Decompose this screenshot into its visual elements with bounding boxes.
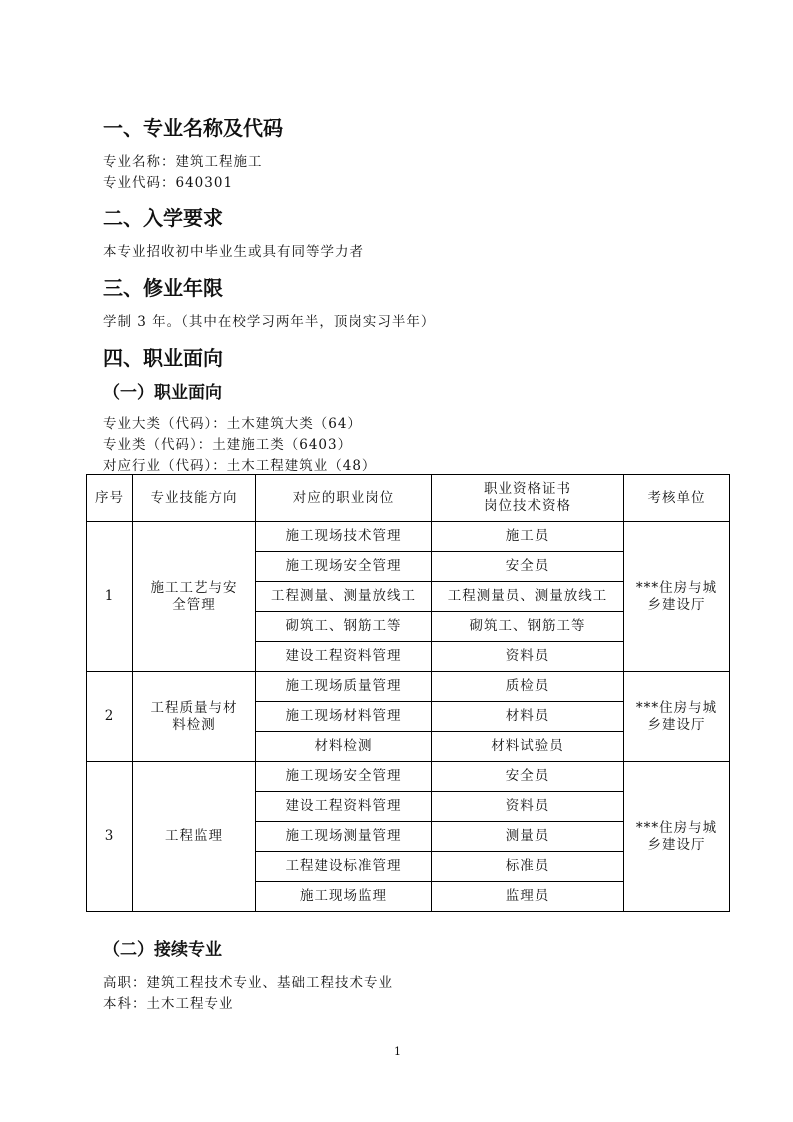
- unit-cell: ***住房与城乡建设厅: [624, 762, 730, 912]
- header-cell: 序号: [87, 475, 133, 522]
- qualification-cell: 资料员: [432, 792, 624, 822]
- position-cell: 施工现场安全管理: [256, 762, 432, 792]
- position-cell: 建设工程资料管理: [256, 792, 432, 822]
- category-line: 专业类（代码）：土建施工类（6403）: [103, 437, 353, 453]
- category-line: 专业大类（代码）：土木建筑大类（64）: [103, 416, 362, 432]
- table-row: [87, 762, 730, 792]
- position-cell: 施工现场监理: [256, 882, 432, 912]
- qualification-cell: 材料试验员: [432, 732, 624, 762]
- position-cell: 砌筑工、钢筋工等: [256, 612, 432, 642]
- position-cell: 施工现场材料管理: [256, 702, 432, 732]
- qualification-cell: 监理员: [432, 882, 624, 912]
- continuation-line: 本科：土木工程专业: [103, 996, 234, 1012]
- direction-cell: 施工工艺与安全管理: [133, 522, 256, 672]
- qualification-cell: 安全员: [432, 552, 624, 582]
- qualification-cell: 工程测量员、测量放线工: [432, 582, 624, 612]
- header-cell: 对应的职业岗位: [256, 475, 432, 522]
- career-table: [86, 474, 730, 912]
- duration-text: 学制 3 年。（其中在校学习两年半，顶岗实习半年）: [103, 314, 436, 330]
- position-cell: 施工现场质量管理: [256, 672, 432, 702]
- position-cell: 施工现场安全管理: [256, 552, 432, 582]
- category-line: 对应行业（代码）：土木工程建筑业（48）: [103, 458, 377, 474]
- table-row: [87, 522, 730, 552]
- seq-cell: 1: [87, 522, 133, 672]
- direction-cell: 工程监理: [133, 762, 256, 912]
- subheading-career: （一）职业面向: [103, 383, 222, 403]
- position-cell: 工程建设标准管理: [256, 852, 432, 882]
- header-cell: 考核单位: [624, 475, 730, 522]
- heading-major: 一、专业名称及代码: [103, 116, 283, 140]
- heading-duration: 三、修业年限: [103, 276, 223, 300]
- heading-admission: 二、入学要求: [103, 206, 223, 230]
- qualification-cell: 材料员: [432, 702, 624, 732]
- position-cell: 工程测量、测量放线工: [256, 582, 432, 612]
- header-cell: 职业资格证书 岗位技术资格: [432, 475, 624, 522]
- seq-cell: 2: [87, 672, 133, 762]
- qualification-cell: 测量员: [432, 822, 624, 852]
- position-cell: 施工现场测量管理: [256, 822, 432, 852]
- qualification-cell: 标准员: [432, 852, 624, 882]
- admission-text: 本专业招收初中毕业生或具有同等学力者: [103, 244, 364, 260]
- table-row: [87, 672, 730, 702]
- continuation-line: 高职：建筑工程技术专业、基础工程技术专业: [103, 975, 393, 991]
- unit-cell: ***住房与城乡建设厅: [624, 522, 730, 672]
- direction-cell: 工程质量与材料检测: [133, 672, 256, 762]
- qualification-cell: 质检员: [432, 672, 624, 702]
- subheading-continuation: （二）接续专业: [103, 940, 222, 960]
- qualification-cell: 资料员: [432, 642, 624, 672]
- qualification-cell: 施工员: [432, 522, 624, 552]
- qualification-cell: 砌筑工、钢筋工等: [432, 612, 624, 642]
- qualification-cell: 安全员: [432, 762, 624, 792]
- major-code: 专业代码：640301: [103, 175, 234, 191]
- major-name: 专业名称：建筑工程施工: [103, 154, 263, 170]
- seq-cell: 3: [87, 762, 133, 912]
- page-number: 1: [394, 1045, 401, 1058]
- unit-cell: ***住房与城乡建设厅: [624, 672, 730, 762]
- header-cell: 专业技能方向: [133, 475, 256, 522]
- position-cell: 建设工程资料管理: [256, 642, 432, 672]
- position-cell: 材料检测: [256, 732, 432, 762]
- position-cell: 施工现场技术管理: [256, 522, 432, 552]
- heading-career: 四、职业面向: [103, 346, 223, 370]
- table-header-row: [87, 475, 730, 522]
